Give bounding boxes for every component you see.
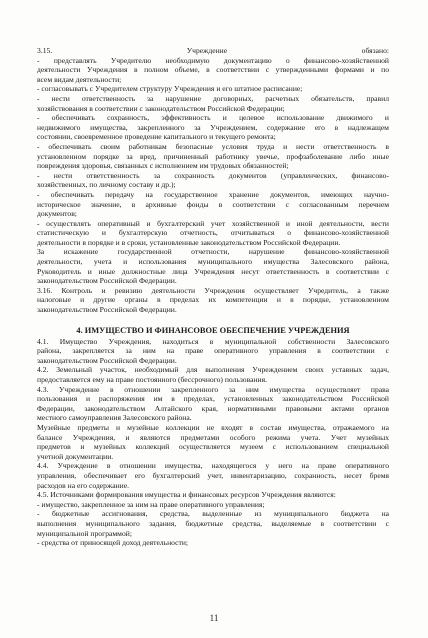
text-line: Музейные предметы и музейные коллекции не входят в состав имущества, отражаемого на xyxy=(37,422,389,432)
text-line: деятельности в порядке и в сроки, установленные законодательством Российской Федерации. xyxy=(37,237,341,247)
text-line: выполнения муниципального задания, бюджетные средства, выделяемые в соответствии с xyxy=(37,518,389,528)
text-line: 4.5. Источниками формирования имущества и финансовых ресурсов Учреждения являются: xyxy=(37,490,336,500)
section-3-16 xyxy=(37,286,389,315)
text-line: - обеспечивать передачу на государственное хранение документов, имеющих научно- xyxy=(37,189,389,199)
text-line: учетной документации. xyxy=(37,451,114,461)
text-line: расходов на его содержание. xyxy=(37,480,129,490)
text-line: деятельности Учреждения в полном объеме, в соответствии с утвержденными формами и по xyxy=(37,65,389,75)
text-line: хозяйствования в соответствии с законодательством Российской Федерации; xyxy=(37,103,285,113)
text-line: статистическую и бухгалтерскую отчетность, отчитываться о финансово-хозяйственной xyxy=(37,228,389,238)
text-line: - согласовывать с Учредителем структуру Учреждения и его штатное расписание; xyxy=(37,84,303,94)
text-line: За искажение государственной отчетности, нарушение финансово-хозяйственной xyxy=(37,247,389,257)
text-line: управления, обеспечивает его бухгалтерский учет, инвентаризацию, сохранность, несет бремя xyxy=(37,470,389,480)
text-line: деятельности, учета и использования муниципального имущества Залесовского района, xyxy=(37,257,389,267)
text-line: состоянии, своевременное проведение капитального и текущего ремонта; xyxy=(37,132,276,142)
text-line: - средства от приносящей доход деятельности; xyxy=(37,538,189,548)
text-line: историческое значение, в архивные фонды в соответствии с согласованным перечнем xyxy=(37,199,389,209)
text-line: - нести ответственность за сохранность документов (управленческих, финансово- xyxy=(37,170,389,180)
text-line: налоговые и другие органы в пределах их компетенции и в порядке, установленном xyxy=(37,295,389,305)
text-line: - имущество, закрепленное за ним на праве оперативного управления; xyxy=(37,499,265,509)
text-line: балансе Учреждения, и являются предметами особого режима учета. Учет музейных xyxy=(37,432,389,442)
text-line: 4.3. Учреждение в отношении закрепленного за ним имущества осуществляет права xyxy=(37,384,389,394)
text-line: Руководитель и иные должностные лица Учреждения несут ответственность в соответствии с xyxy=(37,266,389,276)
text-line: 4.4. Учреждение в отношении имущества, находящегося у него на праве оперативного xyxy=(37,461,389,471)
section-heading: 4. ИМУЩЕСТВО И ФИНАНСОВОЕ ОБЕСПЕЧЕНИЕ УЧРЕЖДЕНИЯ xyxy=(76,325,350,335)
text-line: 4.2. Земельный участок, необходимый для выполнения Учреждением своих уставных задач, xyxy=(37,365,389,375)
text-line: - бюджетные ассигнования, средства, выделенные из муниципального бюджета на xyxy=(37,509,389,519)
text-line: 4.1. Имущество Учреждения, находиться в муниципальной собственности Залесовского xyxy=(37,336,389,346)
section-4 xyxy=(37,337,389,548)
text-line: законодательством Российской Федерации. xyxy=(37,355,177,365)
text-line: хозяйственных, по личному составу и др.); xyxy=(37,180,176,190)
text-line: законодательством Российской Федерации. xyxy=(37,276,177,286)
text-line: всем видам деятельности; xyxy=(37,74,122,84)
text-line: - осуществлять оперативный и бухгалтерский учет хозяйственной и иной деятельности, вести xyxy=(37,218,389,228)
text-line: предоставляется ему на праве постоянного (бессрочного) пользования. xyxy=(37,375,267,384)
text-line: установленном порядке за вред, причиненный работнику увечье, профзаболевание либо иные xyxy=(37,151,389,161)
text-line: местного самоуправления Залесовского района. xyxy=(37,413,192,423)
text-line: предметов и музейных коллекций осуществляется музеем с использованием специальной xyxy=(37,442,389,452)
text-line: документов; xyxy=(37,209,77,219)
text-line: пользования и распоряжения им в пределах, установленных законодательством Российской xyxy=(37,394,389,404)
text-line: 3.16. Контроль и ревизию деятельности Учреждения осуществляет Учредитель, а также xyxy=(37,285,389,295)
text-line: 3.15. Учреждение обязано: xyxy=(37,46,389,55)
section-3-15 xyxy=(37,46,389,286)
text-line: района, закрепляется за ним на праве оперативного управления в соответствии с xyxy=(37,346,389,356)
text-line: Федерации, законодательством Алтайского края, нормативными правовыми актами органов xyxy=(37,403,389,413)
text-line: недвижимого имущества, закрепленного за Учреждением, содержание его в надлежащем xyxy=(37,122,389,132)
document-page xyxy=(37,46,389,548)
text-line: - представлять Учредителю необходимую документацию о финансово-хозяйственной xyxy=(37,55,389,65)
text-line: - обеспечивать сохранность, эффективность и целевое использование движимого и xyxy=(37,113,389,123)
text-line: - обеспечивать своим работникам безопасные условия труда и нести ответственность в xyxy=(37,141,389,151)
text-line: законодательством Российской Федерации. xyxy=(37,305,177,315)
text-line: - нести ответственность за нарушение договорных, расчетных обязательств, правил xyxy=(37,93,389,103)
page-number: 11 xyxy=(209,613,219,623)
text-line: муниципальной программой; xyxy=(37,528,132,538)
text-line: повреждения здоровья, связанных с исполнением им трудовых обязанностей; xyxy=(37,161,289,171)
